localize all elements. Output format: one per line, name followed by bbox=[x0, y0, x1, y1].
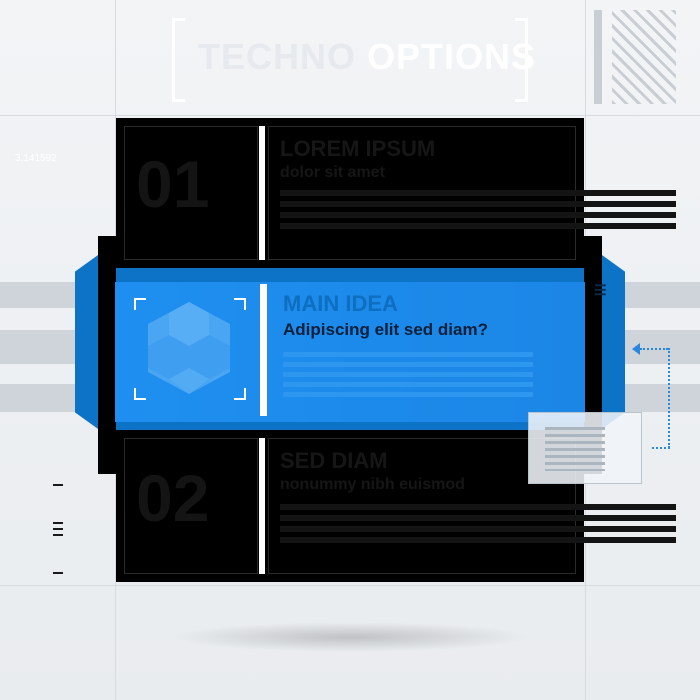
hatch-block bbox=[612, 10, 676, 104]
option-title: SED DIAM bbox=[280, 448, 388, 473]
side-marker bbox=[53, 572, 63, 574]
option-panel-2[interactable] bbox=[116, 430, 584, 582]
focus-corner bbox=[134, 388, 146, 400]
connector-line bbox=[652, 447, 670, 449]
menu-icon[interactable]: ☰ bbox=[594, 282, 607, 298]
grid-line bbox=[0, 585, 700, 586]
option-body-placeholder bbox=[280, 504, 676, 548]
panel-divider bbox=[259, 126, 265, 260]
header-title-bright: OPTIONS bbox=[367, 36, 537, 77]
option-subtitle: dolor sit amet bbox=[280, 164, 385, 181]
option-title: LOREM IPSUM bbox=[280, 136, 436, 161]
pi-readout: 3,141592 bbox=[15, 153, 57, 164]
header-title-faint: TECHNO bbox=[198, 36, 356, 77]
grid-line bbox=[0, 115, 700, 116]
frame-side-left bbox=[98, 236, 116, 474]
header-bar bbox=[594, 10, 602, 104]
option-number: 02 bbox=[136, 461, 210, 535]
side-marker bbox=[53, 522, 63, 524]
focus-corner bbox=[134, 298, 146, 310]
main-idea-question: Adipiscing elit sed diam? bbox=[283, 320, 488, 339]
arrow-left-icon bbox=[632, 343, 640, 355]
main-idea-title: MAIN IDEA bbox=[283, 291, 398, 316]
option-body-placeholder bbox=[280, 190, 676, 234]
header-title bbox=[198, 36, 536, 78]
side-marker bbox=[53, 534, 63, 536]
connector-line bbox=[640, 348, 668, 350]
panel-divider bbox=[259, 438, 265, 574]
header-left-bracket bbox=[172, 18, 185, 102]
document-icon bbox=[528, 412, 642, 484]
document-lines bbox=[545, 427, 605, 471]
focus-corner bbox=[234, 388, 246, 400]
side-marker bbox=[53, 484, 63, 486]
connector-line bbox=[668, 348, 670, 448]
main-divider bbox=[260, 284, 267, 416]
drop-shadow bbox=[170, 622, 530, 652]
option-number: 01 bbox=[136, 147, 210, 221]
main-body-placeholder bbox=[283, 352, 533, 400]
hexagon-cluster-icon bbox=[134, 296, 244, 402]
focus-corner bbox=[234, 298, 246, 310]
side-marker bbox=[53, 528, 63, 530]
option-panel-1[interactable] bbox=[116, 118, 584, 268]
option-subtitle: nonummy nibh euismod bbox=[280, 476, 465, 493]
